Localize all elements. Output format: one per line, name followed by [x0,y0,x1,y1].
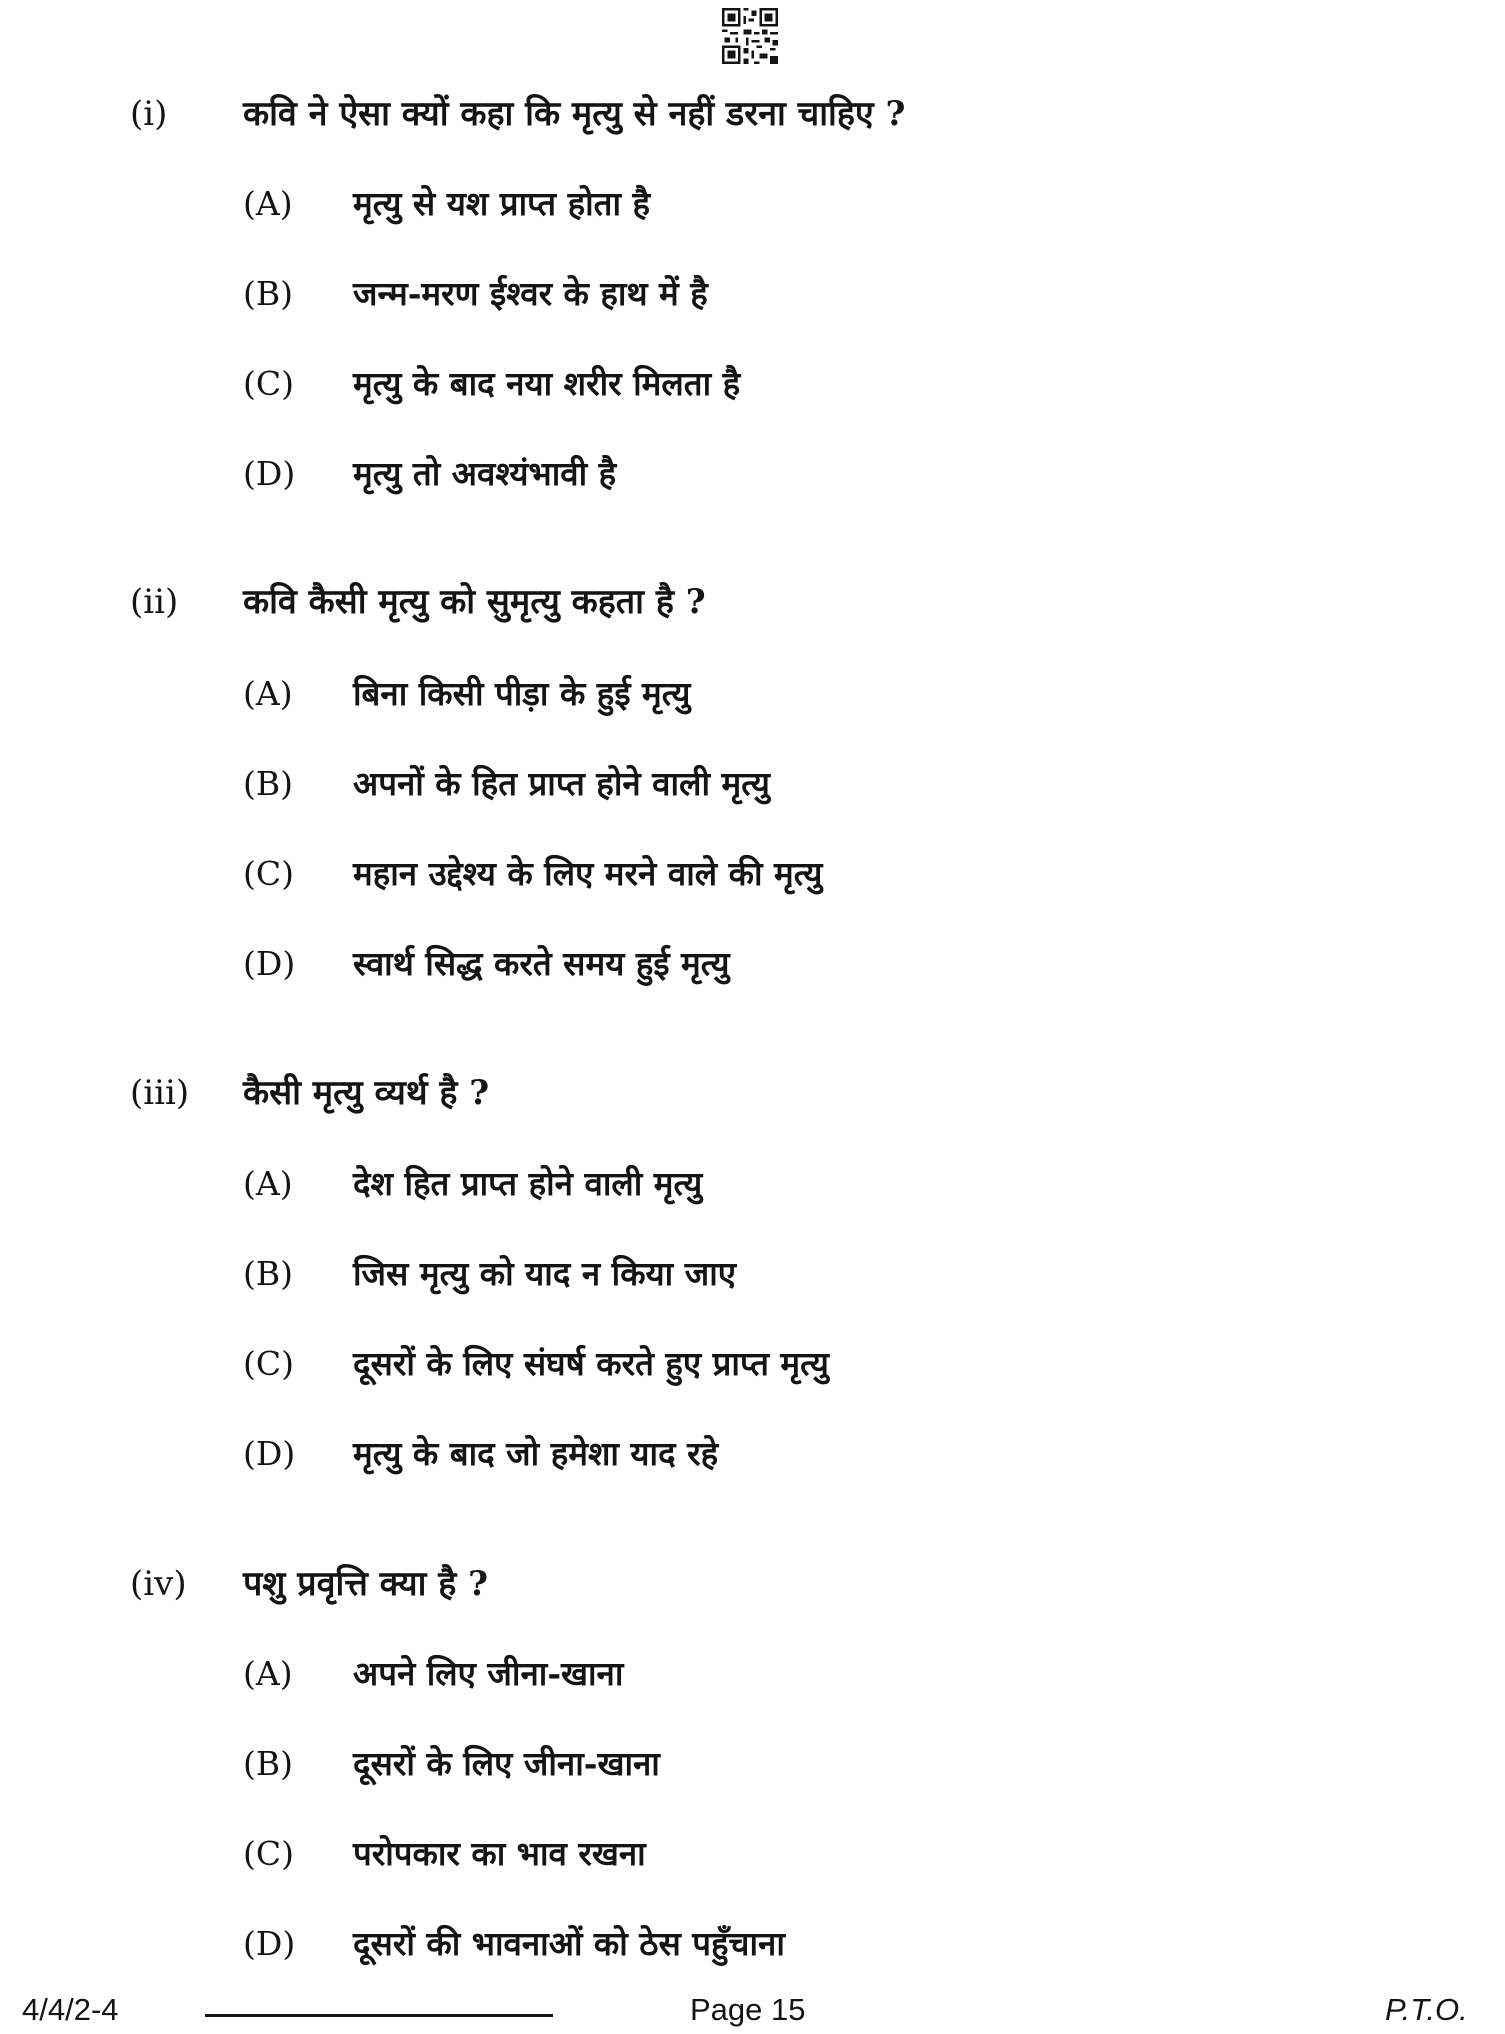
option-iv-a [0,1652,1505,1696]
option-letter: (A) [243,674,293,713]
option-letter: (C) [243,364,294,403]
option-iii-b [0,1252,1505,1296]
option-i-d [0,452,1505,496]
paper-code: 4/4/2-4 [22,1992,119,2027]
option-letter: (D) [243,1924,296,1963]
qr-code-icon [722,8,778,64]
option-iii-c [0,1342,1505,1386]
footer-divider [205,2014,553,2017]
option-iv-d [0,1922,1505,1966]
option-iii-d [0,1432,1505,1476]
option-letter: (B) [243,764,293,803]
option-iii-a [0,1162,1505,1206]
option-letter: (D) [243,944,296,983]
question-number: (iii) [130,1073,190,1113]
option-text: परोपकार का भाव रखना [353,1834,646,1873]
option-letter: (B) [243,1254,293,1293]
option-text: जिस मृत्यु को याद न किया जाए [353,1254,736,1293]
option-text: महान उद्देश्य के लिए मरने वाले की मृत्यु [353,854,823,893]
question-text: कवि कैसी मृत्यु को सुमृत्यु कहता है ? [243,582,706,622]
option-text: अपने लिए जीना-खाना [353,1654,624,1693]
option-ii-d [0,942,1505,986]
option-text: दूसरों की भावनाओं को ठेस पहुँचाना [353,1924,785,1963]
option-letter: (B) [243,274,293,313]
question-number: (i) [130,94,168,134]
option-iv-b [0,1742,1505,1786]
option-letter: (A) [243,1164,293,1203]
option-ii-b [0,762,1505,806]
option-letter: (C) [243,1344,294,1383]
option-text: मृत्यु तो अवश्यंभावी है [353,454,617,493]
option-text: दूसरों के लिए जीना-खाना [353,1744,660,1783]
question-number: (ii) [130,582,179,622]
option-letter: (C) [243,854,294,893]
option-text: अपनों के हित प्राप्त होने वाली मृत्यु [353,764,770,803]
option-letter: (C) [243,1834,294,1873]
option-letter: (D) [243,454,296,493]
page-number: Page 15 [690,1992,806,2027]
option-ii-a [0,672,1505,716]
please-turn-over: P.T.O. [1385,1992,1468,2027]
option-iv-c [0,1832,1505,1876]
option-i-c [0,362,1505,406]
option-text: मृत्यु के बाद जो हमेशा याद रहे [353,1434,719,1473]
question-text: कवि ने ऐसा क्यों कहा कि मृत्यु से नहीं डरना चाहिए ? [243,94,906,134]
option-ii-c [0,852,1505,896]
option-letter: (A) [243,184,293,223]
option-text: बिना किसी पीड़ा के हुई मृत्यु [353,674,691,713]
option-letter: (A) [243,1654,293,1693]
question-text: पशु प्रवृत्ति क्या है ? [243,1564,489,1604]
option-letter: (D) [243,1434,296,1473]
option-i-b [0,272,1505,316]
option-text: मृत्यु के बाद नया शरीर मिलता है [353,364,741,403]
option-i-a [0,182,1505,226]
question-text: कैसी मृत्यु व्यर्थ है ? [243,1073,490,1113]
question-number: (iv) [130,1564,187,1604]
option-text: दूसरों के लिए संघर्ष करते हुए प्राप्त मृत्यु [353,1344,829,1383]
option-text: मृत्यु से यश प्राप्त होता है [353,184,651,223]
option-text: जन्म-मरण ईश्वर के हाथ में है [353,274,708,313]
option-text: स्वार्थ सिद्ध करते समय हुई मृत्यु [353,944,730,983]
option-text: देश हित प्राप्त होने वाली मृत्यु [353,1164,703,1203]
option-letter: (B) [243,1744,293,1783]
